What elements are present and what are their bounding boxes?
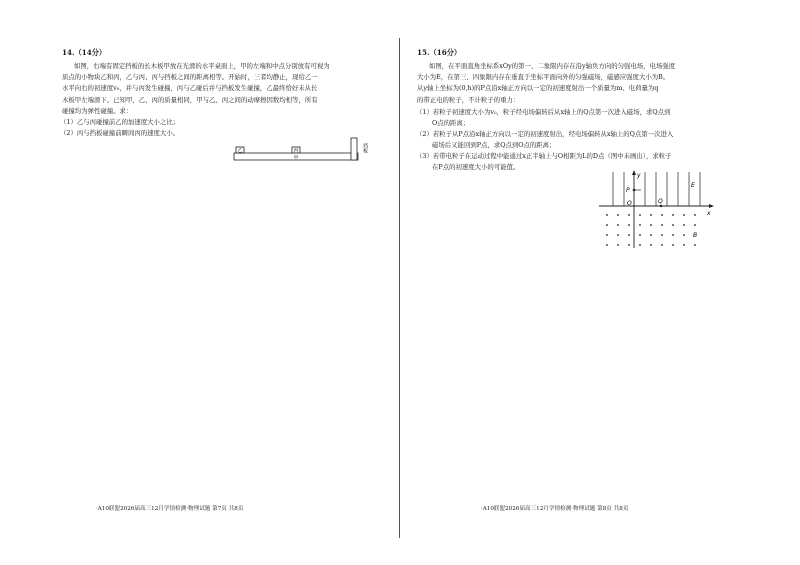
question-15-line: 大小为E，在第三、四象限内存在垂直于坐标平面向外的匀强磁场，磁感应强度大小为B。: [417, 73, 670, 82]
y-axis-arrow: [632, 170, 636, 175]
question-15-sub-1-cont: O点的距离；: [432, 119, 470, 127]
block-bing-label: 丙: [293, 148, 299, 154]
question-14-line: 如图，右端有固定挡板的长木板甲放在光滑的水平桌面上，甲的左端和中点分别放有可视为: [74, 62, 330, 70]
question-14-line: 质点的小物块乙和丙，乙与丙、丙与挡板之间的距离相等。开始时，三者均静止，现给乙一: [62, 73, 318, 82]
question-15-sub-2-cont: 磁场后又能回到P点，求Q点到O点的距离；: [432, 141, 556, 149]
question-14-sub-2: （2）丙与挡板碰撞前瞬间丙的速度大小。: [60, 129, 180, 137]
question-15-number: 15.（16分）: [417, 48, 462, 57]
question-15-figure: [597, 170, 717, 250]
left-page: [0, 0, 399, 565]
point-q-label: Q: [658, 198, 663, 205]
question-14-number: 14.（14分）: [62, 48, 107, 57]
baffle-plate: [351, 138, 357, 160]
question-15-sub-2: （2）若粒子从P点沿x轴正方向以一定的初速度射出，经电场偏转从x轴上的Q点第一次进入: [416, 130, 674, 138]
point-p-label: P: [626, 187, 630, 194]
right-page-footer: ·A10联盟2026届高三12月学情检测·物理试题 第8页 共8页: [481, 506, 629, 512]
question-15-line: 如图，在平面直角坐标系xOy的第一、二象限内存在沿y轴负方向的匀强电场，电场强度: [429, 62, 676, 70]
question-15-body: [417, 61, 745, 106]
x-axis-arrow: [709, 204, 714, 208]
field-b-label: B: [693, 232, 698, 239]
question-15-subquestions: [416, 107, 673, 173]
question-15-sub-1: （1）若粒子初速度大小为v₀，粒子经电场偏转后从x轴上的Q点第一次进入磁场，求Q点到: [416, 108, 671, 116]
x-axis-label: x: [707, 210, 711, 217]
left-page-footer: ·A10联盟2026届高三12月学情检测·物理试题 第7页 共8页: [96, 506, 244, 512]
right-page: [401, 0, 800, 565]
block-yi-label: 乙: [237, 148, 243, 154]
question-14-subquestions: [60, 117, 179, 139]
question-14-line: 水平向右的初速度v₀，并与丙发生碰撞，丙与乙碰后并与挡板发生碰撞，乙最终恰好未从长: [62, 84, 318, 93]
origin-label: O: [627, 200, 632, 207]
question-14-body: [62, 61, 378, 117]
question-15-sub-3-cont: 在P点的初速度大小的可能值。: [432, 163, 520, 171]
page-divider: [399, 38, 400, 538]
question-14-line: 碰撞均为弹性碰撞。求：: [62, 106, 133, 115]
point-q: [660, 205, 662, 207]
magnetic-field-dots: [606, 214, 696, 246]
field-e-label: E: [691, 182, 695, 189]
question-15-line: 的带正电的粒子，不计粒子的重力：: [417, 95, 520, 104]
question-14-sub-1: （1）乙与丙碰撞前乙的加速度大小之比；: [60, 118, 180, 126]
question-14-line: 木板甲左端滑下。已知甲、乙、丙的质量相同，甲与乙、丙之间的动摩擦因数均相等，所有: [62, 95, 318, 104]
question-14-figure: [228, 134, 378, 174]
question-15-line: 从y轴上坐标为(0,h)的P点沿x轴正方向以一定的初速度射出一个质量为m、电荷量为q: [417, 84, 659, 93]
question-15-sub-3: （3）若带电粒子在运动过程中能通过x正半轴上与O相距为L的D点（图中未画出），求粒子: [416, 152, 672, 160]
board-jia-label: 甲: [293, 156, 299, 161]
baffle-label: 挡板: [362, 143, 368, 153]
y-axis-label: y: [637, 172, 641, 179]
